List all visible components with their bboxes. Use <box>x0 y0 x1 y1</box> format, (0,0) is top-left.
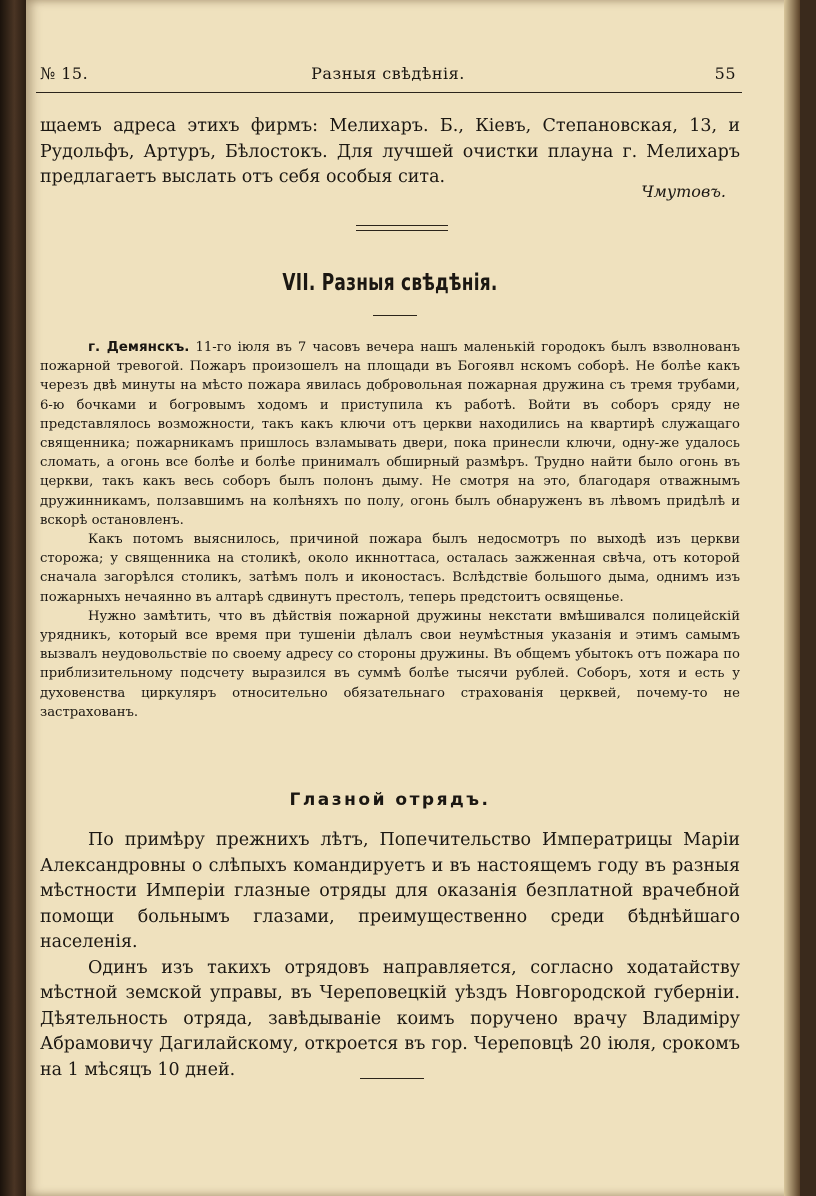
section-paragraph: Какъ потомъ выяснилось, причиной пожара былъ недосмотръ по выходѣ изъ церкви сторожа; у священника на столикѣ, около икнноттаса, осталась зажженная свѣча, отъ которой сначала загорѣлся столикъ, затѣмъ полъ и иконостасъ. Вслѣдствіе большого дыма, однимъ изъ пожарныхъ нечаянно въ алтарѣ сдвинутъ престолъ, теперь предстоитъ освященье. <box>40 532 740 605</box>
section-body <box>40 338 740 722</box>
top-paragraph-block <box>40 114 740 191</box>
section-paragraph-text: 11-го іюля въ 7 часовъ вечера нашъ маленькій городокъ былъ взволнованъ пожарной тревогой. Пожаръ произошелъ на площади въ Богоявл нскомъ соборѣ. Не болѣе какъ черезъ двѣ минуты на мѣсто пожара явилась добровольная пожарная дружина съ тремя трубами, 6-ю бочками и богровымъ ходомъ и приступила къ работѣ. Войти въ соборъ сряду не представлялось возможности, такъ какъ ключи отъ церкви находились на квартирѣ служащаго священника; пожарникамъ пришлось взламывать двери, пока принесли ключи, одну-же удалось сломать, а огонь все болѣе и болѣе принималъ обширный размѣръ. Трудно найти было огонь въ церкви, такъ какъ весь соборъ былъ полонъ дыму. Не смотря на это, благодаря отважнымъ дружинникамъ, ползавшимъ на колѣняхъ по полу, огонь былъ обнаруженъ въ лѣвомъ придѣлѣ и вскорѣ остановленъ. <box>40 340 740 528</box>
subsection-body <box>40 828 740 1083</box>
running-title: Разныя свѣдѣнія. <box>311 64 465 83</box>
subsection-paragraph: Одинъ изъ такихъ отрядовъ направляется, согласно ходатайству мѣстной земской управы, въ Череповецкій уѣздъ Новгородской губерніи. Дѣятельность отряда, завѣдываніе коимъ поручено врачу Владиміру Абрамовичу Дагилайскому, откроется въ гор. Череповцѣ 20 іюля, срокомъ на 1 мѣсяцъ 10 дней. <box>40 957 740 1080</box>
top-paragraph: щаемъ адреса этихъ фирмъ: Мелихаръ. Б., Кіевъ, Степановская, 13, и Рудольфъ, Артуръ, Бѣлостокъ. Для лучшей очистки плауна г. Мелихаръ предлагаетъ выслать отъ себя особыя сита. <box>40 116 740 187</box>
subsection-title: Глазной отрядъ. <box>289 790 491 810</box>
header-rule <box>36 92 742 93</box>
issue-number: № 15. <box>40 64 89 83</box>
page-edge <box>784 0 800 1196</box>
signature: Чмутовъ. <box>641 182 726 201</box>
section-title: VII. Разныя свѣдѣнія. <box>282 270 498 296</box>
city-name: г. Демянскъ. <box>88 339 190 355</box>
section-paragraph <box>40 338 740 530</box>
section-paragraph: Нужно замѣтить, что въ дѣйствія пожарной дружины некстати вмѣшивался полицейскій урядникъ, который все время при тушеніи дѣлалъ свои неумѣстныя указанія и этимъ самымъ вызвалъ неудовольствіе по своему адресу со стороны дружины. Въ общемъ убытокъ отъ пожара по приблизительному подсчету выразился въ суммѣ болѣе тысячи рублей. Соборъ, хотя и есть у духовенства циркуляръ относительно обязательнаго страхованія церквей, почему-то не застрахованъ. <box>40 608 740 720</box>
section-divider <box>356 225 448 231</box>
title-underline <box>373 315 417 316</box>
book-binding <box>0 0 26 1196</box>
end-rule <box>360 1078 424 1079</box>
page-number: 55 <box>714 64 736 83</box>
subsection-paragraph: По примѣру прежнихъ лѣтъ, Попечительство Императрицы Маріи Александровны о слѣпыхъ командируетъ и въ настоящемъ году въ разныя мѣстности Имперіи глазные отряды для оказанія безплатной врачебной помощи больнымъ глазами, преимущественно среди бѣднѣйшаго населенія. <box>40 830 740 952</box>
running-header <box>40 64 736 90</box>
